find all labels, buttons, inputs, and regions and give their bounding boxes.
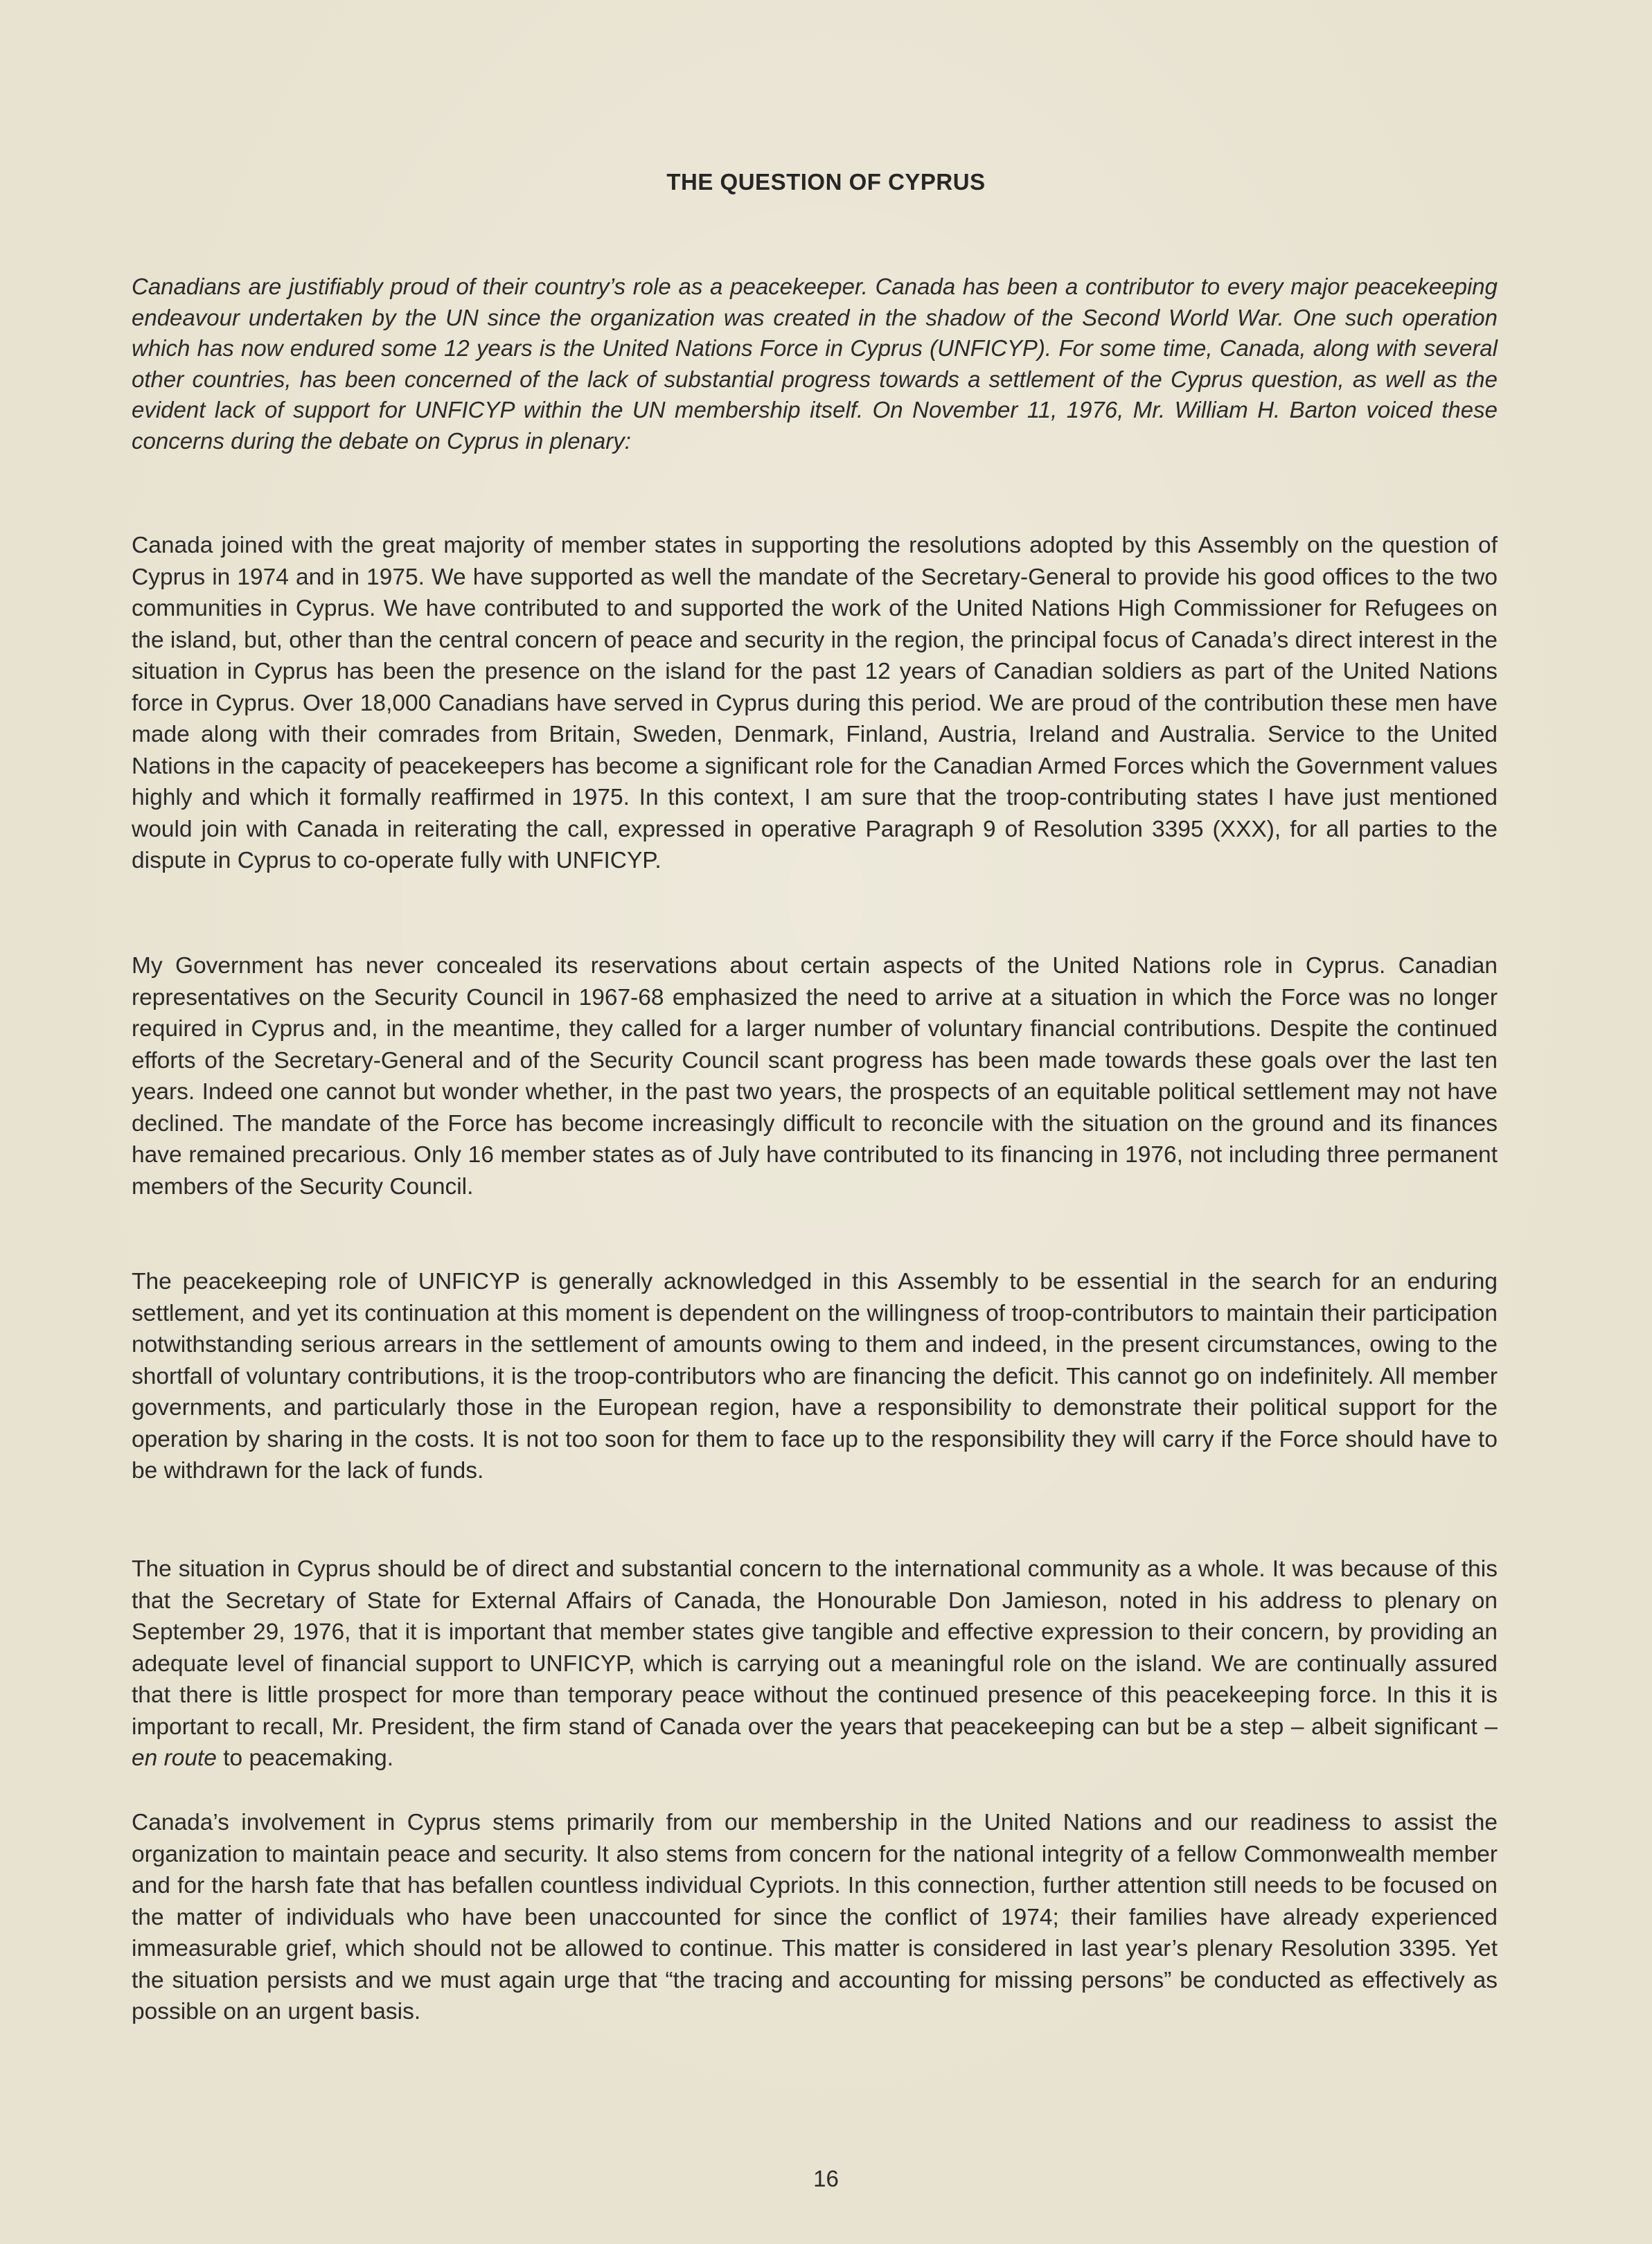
- intro-paragraph: Canadians are justifiably proud of their country’s role as a peacekeeper. Canada has been a contributor to every major peacekeeping endeavour undertaken by the UN since the organization was created in the shadow of the Second World War. One such operation which has now endured some 12 years is the United Nations Force in Cyprus (UNFICYP). For some time, Canada, along with several other countries, has been concerned of the lack of substantial progress towards a settlement of the Cyprus question, as well as the evident lack of support for UNFICYP within the UN membership itself. On November 11, 1976, Mr. William H. Barton voiced these concerns during the debate on Cyprus in plenary:: [132, 274, 1498, 454]
- paragraph-text: The situation in Cyprus should be of direct and substantial concern to the international community as a whole. It was because of this that the Secretary of State for External Affairs of Canada, the Honourable Don Jamieson, noted in his address to plenary on September 29, 1976, that it is important that member states give tangible and effective expression to their concern, by providing an adequate level of financial support to UNFICYP, which is carrying out a meaningful role on the island. We are continually assured that there is little prospect for more than temporary peace without the continued presence of this peacekeeping force. In this it is important to recall, Mr. President, the firm stand of Canada over the years that peacekeeping can but be a step – albeit significant –: [132, 1556, 1498, 1740]
- body-paragraph: My Government has never concealed its reservations about certain aspects of the United Nations role in Cyprus. Canadian representatives on the Security Council in 1967-68 emphasized the need to arrive at a situation in which the Force was no longer required in Cyprus and, in the meantime, they called for a larger number of voluntary financial contributions. Despite the continued efforts of the Secretary-General and of the Security Council scant progress has been made towards these goals over the last ten years. Indeed one cannot but wonder whether, in the past two years, the prospects of an equitable political settlement may not have declined. The mandate of the Force has become increasingly difficult to reconcile with the situation on the ground and its finances have remained precarious. Only 16 member states as of July have contributed to its financing in 1976, not including three permanent members of the Security Council.: [132, 953, 1498, 1200]
- page-title: THE QUESTION OF CYPRUS: [666, 169, 986, 195]
- body-paragraph: [132, 1553, 1498, 1774]
- body-paragraph: Canada’s involvement in Cyprus stems primarily from our membership in the United Nations and our readiness to assist the organization to maintain peace and security. It also stems from concern for the national integrity of a fellow Commonwealth member and for the harsh fate that has befallen countless individual Cypriots. In this connection, further attention still needs to be focused on the matter of individuals who have been unaccounted for since the conflict of 1974; their families have already experienced immeasurable grief, which should not be allowed to continue. This matter is considered in last year’s plenary Resolution 3395. Yet the situation persists and we must again urge that “the tracing and accounting for missing persons” be conducted as effectively as possible on an urgent basis.: [132, 1810, 1498, 2024]
- page-number: 16: [813, 2166, 839, 2191]
- emphasis-text: en route: [132, 1745, 217, 1771]
- body-paragraph: The peacekeeping role of UNFICYP is generally acknowledged in this Assembly to be essential in the search for an enduring settlement, and yet its continuation at this moment is dependent on the willingness of troop-contributors to maintain their participation notwithstanding serious arrears in the settlement of amounts owing to them and indeed, in the present circumstances, owing to the shortfall of voluntary contributions, it is the troop-contributors who are financing the deficit. This cannot go on indefinitely. All member governments, and particularly those in the European region, have a responsibility to demonstrate their political support for the operation by sharing in the costs. It is not too soon for them to face up to the responsibility they will carry if the Force should have to be withdrawn for the lack of funds.: [132, 1269, 1498, 1484]
- body-paragraph: Canada joined with the great majority of member states in supporting the resolutions adopted by this Assembly on the question of Cyprus in 1974 and in 1975. We have supported as well the mandate of the Secretary-General to provide his good offices to the two communities in Cyprus. We have contributed to and supported the work of the United Nations High Commissioner for Refugees on the island, but, other than the central concern of peace and security in the region, the principal focus of Canada’s direct interest in the situation in Cyprus has been the presence on the island for the past 12 years of Canadian soldiers as part of the United Nations force in Cyprus. Over 18,000 Canadians have served in Cyprus during this period. We are proud of the contribution these men have made along with their comrades from Britain, Sweden, Denmark, Finland, Austria, Ireland and Australia. Service to the United Nations in the capacity of peacekeepers has become a significant role for the Canadian Armed Forces which the Government values highly and which it formally reaffirmed in 1975. In this context, I am sure that the troop-contributing states I have just mentioned would join with Canada in reiterating the call, expressed in operative Paragraph 9 of Resolution 3395 (XXX), for all parties to the dispute in Cyprus to co-operate fully with UNFICYP.: [132, 533, 1498, 873]
- paragraph-tail: to peacemaking.: [223, 1745, 394, 1771]
